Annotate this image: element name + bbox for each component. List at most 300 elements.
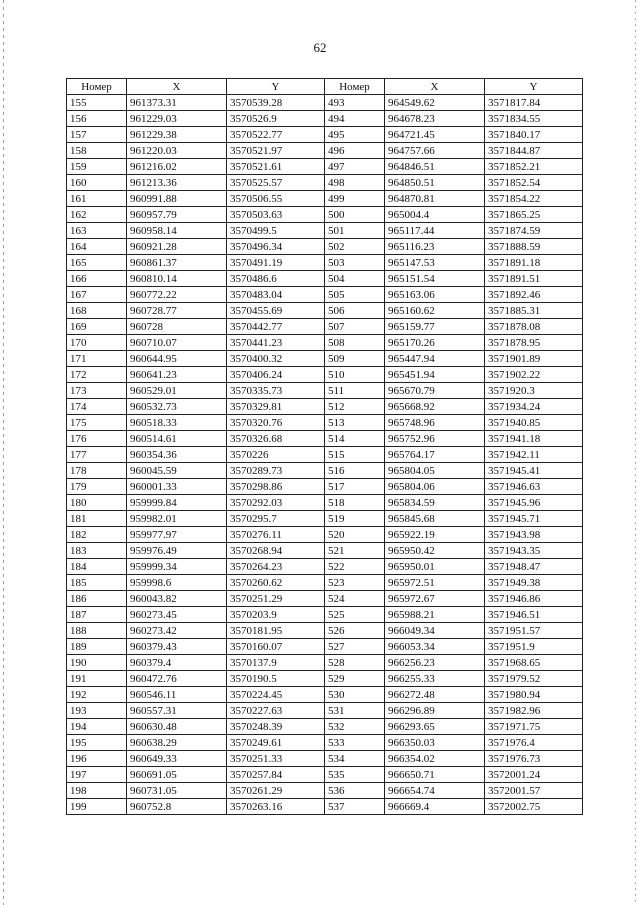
cell-y-left: 3570491.19 bbox=[227, 255, 325, 271]
cell-x-left: 960728 bbox=[127, 319, 227, 335]
cell-x-right: 965752.96 bbox=[385, 431, 485, 447]
cell-number-right: 496 bbox=[325, 143, 385, 159]
table-row bbox=[67, 431, 583, 447]
cell-y-left: 3570521.97 bbox=[227, 143, 325, 159]
cell-x-left: 960546.11 bbox=[127, 687, 227, 703]
table-row bbox=[67, 767, 583, 783]
cell-y-right: 3572002.75 bbox=[485, 799, 583, 815]
cell-y-left: 3570248.39 bbox=[227, 719, 325, 735]
cell-y-left: 3570181.95 bbox=[227, 623, 325, 639]
cell-x-right: 965804.05 bbox=[385, 463, 485, 479]
table-row bbox=[67, 463, 583, 479]
cell-y-left: 3570249.61 bbox=[227, 735, 325, 751]
cell-number-right: 514 bbox=[325, 431, 385, 447]
header-x-right: X bbox=[385, 79, 485, 95]
cell-x-left: 960518.33 bbox=[127, 415, 227, 431]
table-row bbox=[67, 239, 583, 255]
cell-number-left: 191 bbox=[67, 671, 127, 687]
cell-x-left: 960354.36 bbox=[127, 447, 227, 463]
cell-number-right: 505 bbox=[325, 287, 385, 303]
cell-y-left: 3570289.73 bbox=[227, 463, 325, 479]
cell-x-right: 965147.53 bbox=[385, 255, 485, 271]
cell-y-right: 3571892.46 bbox=[485, 287, 583, 303]
cell-number-left: 192 bbox=[67, 687, 127, 703]
cell-number-right: 523 bbox=[325, 575, 385, 591]
cell-x-right: 965834.59 bbox=[385, 495, 485, 511]
table-row bbox=[67, 575, 583, 591]
cell-y-left: 3570483.04 bbox=[227, 287, 325, 303]
cell-y-left: 3570292.03 bbox=[227, 495, 325, 511]
table-row bbox=[67, 447, 583, 463]
cell-number-right: 510 bbox=[325, 367, 385, 383]
cell-x-left: 960514.61 bbox=[127, 431, 227, 447]
cell-number-left: 178 bbox=[67, 463, 127, 479]
cell-y-left: 3570276.11 bbox=[227, 527, 325, 543]
table-row bbox=[67, 671, 583, 687]
cell-number-left: 194 bbox=[67, 719, 127, 735]
cell-x-left: 960861.37 bbox=[127, 255, 227, 271]
table-row bbox=[67, 287, 583, 303]
table-row bbox=[67, 95, 583, 111]
cell-y-left: 3570320.76 bbox=[227, 415, 325, 431]
cell-x-left: 960529.01 bbox=[127, 383, 227, 399]
cell-x-right: 965950.42 bbox=[385, 543, 485, 559]
cell-x-right: 965972.51 bbox=[385, 575, 485, 591]
cell-number-left: 185 bbox=[67, 575, 127, 591]
cell-x-right: 965159.77 bbox=[385, 319, 485, 335]
cell-y-left: 3570335.73 bbox=[227, 383, 325, 399]
cell-number-right: 511 bbox=[325, 383, 385, 399]
cell-number-left: 199 bbox=[67, 799, 127, 815]
table-row bbox=[67, 543, 583, 559]
cell-number-left: 193 bbox=[67, 703, 127, 719]
cell-x-left: 960638.29 bbox=[127, 735, 227, 751]
cell-y-left: 3570227.63 bbox=[227, 703, 325, 719]
table-row bbox=[67, 335, 583, 351]
cell-number-right: 499 bbox=[325, 191, 385, 207]
cell-y-left: 3570326.68 bbox=[227, 431, 325, 447]
cell-y-right: 3571976.73 bbox=[485, 751, 583, 767]
table-row bbox=[67, 591, 583, 607]
cell-x-right: 965151.54 bbox=[385, 271, 485, 287]
cell-x-right: 965117.44 bbox=[385, 223, 485, 239]
cell-number-right: 530 bbox=[325, 687, 385, 703]
cell-y-right: 3572001.24 bbox=[485, 767, 583, 783]
cell-y-right: 3571865.25 bbox=[485, 207, 583, 223]
table-row bbox=[67, 351, 583, 367]
cell-x-left: 960043.82 bbox=[127, 591, 227, 607]
cell-x-left: 960379.4 bbox=[127, 655, 227, 671]
header-y-left: Y bbox=[227, 79, 325, 95]
cell-number-right: 501 bbox=[325, 223, 385, 239]
cell-x-left: 960752.8 bbox=[127, 799, 227, 815]
cell-y-right: 3571934.24 bbox=[485, 399, 583, 415]
cell-x-right: 966272.48 bbox=[385, 687, 485, 703]
cell-x-right: 966256.23 bbox=[385, 655, 485, 671]
cell-number-right: 502 bbox=[325, 239, 385, 255]
table-row bbox=[67, 511, 583, 527]
cell-x-right: 965950.01 bbox=[385, 559, 485, 575]
cell-y-right: 3571949.38 bbox=[485, 575, 583, 591]
cell-number-left: 197 bbox=[67, 767, 127, 783]
table-row bbox=[67, 111, 583, 127]
cell-x-right: 966255.33 bbox=[385, 671, 485, 687]
cell-number-right: 503 bbox=[325, 255, 385, 271]
cell-number-left: 162 bbox=[67, 207, 127, 223]
cell-x-right: 964721.45 bbox=[385, 127, 485, 143]
header-x-left: X bbox=[127, 79, 227, 95]
table-row bbox=[67, 367, 583, 383]
cell-number-right: 495 bbox=[325, 127, 385, 143]
cell-number-left: 181 bbox=[67, 511, 127, 527]
cell-y-right: 3571840.17 bbox=[485, 127, 583, 143]
cell-number-left: 190 bbox=[67, 655, 127, 671]
page-number: 62 bbox=[313, 40, 327, 55]
cell-number-right: 524 bbox=[325, 591, 385, 607]
cell-x-right: 965972.67 bbox=[385, 591, 485, 607]
cell-number-left: 160 bbox=[67, 175, 127, 191]
cell-y-left: 3570506.55 bbox=[227, 191, 325, 207]
cell-y-left: 3570160.07 bbox=[227, 639, 325, 655]
cell-number-right: 513 bbox=[325, 415, 385, 431]
cell-number-left: 169 bbox=[67, 319, 127, 335]
cell-x-left: 959976.49 bbox=[127, 543, 227, 559]
cell-x-left: 960557.31 bbox=[127, 703, 227, 719]
cell-number-left: 180 bbox=[67, 495, 127, 511]
cell-y-left: 3570499.5 bbox=[227, 223, 325, 239]
cell-x-right: 966650.71 bbox=[385, 767, 485, 783]
cell-y-left: 3570329.81 bbox=[227, 399, 325, 415]
cell-x-right: 965668.92 bbox=[385, 399, 485, 415]
coordinates-table bbox=[66, 78, 583, 815]
cell-number-left: 173 bbox=[67, 383, 127, 399]
cell-number-right: 531 bbox=[325, 703, 385, 719]
table-row bbox=[67, 559, 583, 575]
cell-x-right: 965748.96 bbox=[385, 415, 485, 431]
cell-number-right: 520 bbox=[325, 527, 385, 543]
table-row bbox=[67, 191, 583, 207]
cell-x-right: 965804.06 bbox=[385, 479, 485, 495]
cell-x-left: 960958.14 bbox=[127, 223, 227, 239]
cell-y-left: 3570441.23 bbox=[227, 335, 325, 351]
cell-number-left: 161 bbox=[67, 191, 127, 207]
cell-y-right: 3571920.3 bbox=[485, 383, 583, 399]
cell-number-left: 163 bbox=[67, 223, 127, 239]
cell-y-left: 3570260.62 bbox=[227, 575, 325, 591]
cell-y-right: 3571888.59 bbox=[485, 239, 583, 255]
table-row bbox=[67, 415, 583, 431]
table-row bbox=[67, 271, 583, 287]
cell-x-left: 960532.73 bbox=[127, 399, 227, 415]
cell-number-right: 525 bbox=[325, 607, 385, 623]
cell-number-left: 175 bbox=[67, 415, 127, 431]
table-row bbox=[67, 719, 583, 735]
cell-number-right: 536 bbox=[325, 783, 385, 799]
table-row bbox=[67, 703, 583, 719]
cell-number-right: 494 bbox=[325, 111, 385, 127]
cell-x-right: 965170.26 bbox=[385, 335, 485, 351]
cell-y-right: 3571844.87 bbox=[485, 143, 583, 159]
header-number-left: Номер bbox=[67, 79, 127, 95]
cell-y-right: 3571976.4 bbox=[485, 735, 583, 751]
cell-number-right: 534 bbox=[325, 751, 385, 767]
header-y-right: Y bbox=[485, 79, 583, 95]
cell-number-right: 537 bbox=[325, 799, 385, 815]
cell-y-right: 3571941.18 bbox=[485, 431, 583, 447]
cell-number-right: 504 bbox=[325, 271, 385, 287]
cell-number-left: 167 bbox=[67, 287, 127, 303]
cell-number-right: 506 bbox=[325, 303, 385, 319]
cell-number-left: 165 bbox=[67, 255, 127, 271]
cell-y-left: 3570226 bbox=[227, 447, 325, 463]
cell-x-left: 959977.97 bbox=[127, 527, 227, 543]
cell-number-right: 527 bbox=[325, 639, 385, 655]
cell-y-right: 3571951.9 bbox=[485, 639, 583, 655]
table-header-row bbox=[67, 79, 583, 95]
cell-x-right: 966350.03 bbox=[385, 735, 485, 751]
cell-y-left: 3570298.86 bbox=[227, 479, 325, 495]
cell-x-right: 966669.4 bbox=[385, 799, 485, 815]
cell-y-right: 3571942.11 bbox=[485, 447, 583, 463]
cell-y-right: 3571902.22 bbox=[485, 367, 583, 383]
cell-number-right: 518 bbox=[325, 495, 385, 511]
cell-y-left: 3570203.9 bbox=[227, 607, 325, 623]
cell-y-right: 3571979.52 bbox=[485, 671, 583, 687]
cell-y-right: 3571946.86 bbox=[485, 591, 583, 607]
cell-y-left: 3570264.23 bbox=[227, 559, 325, 575]
table-row bbox=[67, 143, 583, 159]
cell-y-right: 3571854.22 bbox=[485, 191, 583, 207]
cell-x-left: 960810.14 bbox=[127, 271, 227, 287]
cell-y-left: 3570525.57 bbox=[227, 175, 325, 191]
table-row bbox=[67, 639, 583, 655]
cell-x-left: 960644.95 bbox=[127, 351, 227, 367]
cell-number-right: 532 bbox=[325, 719, 385, 735]
cell-y-right: 3571945.96 bbox=[485, 495, 583, 511]
cell-y-right: 3571901.89 bbox=[485, 351, 583, 367]
cell-x-left: 961229.38 bbox=[127, 127, 227, 143]
cell-x-left: 960991.88 bbox=[127, 191, 227, 207]
cell-y-right: 3571948.47 bbox=[485, 559, 583, 575]
header-number-right: Номер bbox=[325, 79, 385, 95]
cell-y-right: 3571817.84 bbox=[485, 95, 583, 111]
cell-y-left: 3570261.29 bbox=[227, 783, 325, 799]
table-row bbox=[67, 479, 583, 495]
cell-y-right: 3571971.75 bbox=[485, 719, 583, 735]
cell-number-left: 157 bbox=[67, 127, 127, 143]
cell-number-right: 493 bbox=[325, 95, 385, 111]
cell-x-left: 960728.77 bbox=[127, 303, 227, 319]
cell-x-left: 960630.48 bbox=[127, 719, 227, 735]
cell-number-left: 179 bbox=[67, 479, 127, 495]
cell-number-left: 156 bbox=[67, 111, 127, 127]
scan-edge-right bbox=[635, 0, 636, 905]
cell-number-left: 172 bbox=[67, 367, 127, 383]
cell-y-left: 3570486.6 bbox=[227, 271, 325, 287]
cell-number-left: 174 bbox=[67, 399, 127, 415]
table-row bbox=[67, 175, 583, 191]
cell-x-left: 960691.05 bbox=[127, 767, 227, 783]
cell-x-left: 961220.03 bbox=[127, 143, 227, 159]
cell-number-left: 198 bbox=[67, 783, 127, 799]
cell-x-left: 961216.02 bbox=[127, 159, 227, 175]
cell-number-left: 158 bbox=[67, 143, 127, 159]
table-row bbox=[67, 319, 583, 335]
cell-y-right: 3571946.51 bbox=[485, 607, 583, 623]
cell-number-right: 509 bbox=[325, 351, 385, 367]
cell-y-left: 3570522.77 bbox=[227, 127, 325, 143]
cell-y-left: 3570539.28 bbox=[227, 95, 325, 111]
cell-x-right: 965764.17 bbox=[385, 447, 485, 463]
cell-y-left: 3570526.9 bbox=[227, 111, 325, 127]
cell-number-left: 171 bbox=[67, 351, 127, 367]
cell-x-left: 959999.84 bbox=[127, 495, 227, 511]
cell-x-left: 959982.01 bbox=[127, 511, 227, 527]
cell-number-right: 512 bbox=[325, 399, 385, 415]
cell-y-left: 3570263.16 bbox=[227, 799, 325, 815]
cell-y-left: 3570224.45 bbox=[227, 687, 325, 703]
cell-number-left: 164 bbox=[67, 239, 127, 255]
table-row bbox=[67, 527, 583, 543]
cell-y-left: 3570521.61 bbox=[227, 159, 325, 175]
cell-x-left: 960957.79 bbox=[127, 207, 227, 223]
cell-number-left: 187 bbox=[67, 607, 127, 623]
cell-x-right: 966049.34 bbox=[385, 623, 485, 639]
table-row bbox=[67, 383, 583, 399]
cell-x-left: 960649.33 bbox=[127, 751, 227, 767]
cell-x-right: 966293.65 bbox=[385, 719, 485, 735]
cell-number-left: 196 bbox=[67, 751, 127, 767]
cell-x-right: 964757.66 bbox=[385, 143, 485, 159]
cell-number-left: 186 bbox=[67, 591, 127, 607]
cell-number-left: 182 bbox=[67, 527, 127, 543]
cell-number-right: 526 bbox=[325, 623, 385, 639]
table-row bbox=[67, 655, 583, 671]
table-row bbox=[67, 623, 583, 639]
cell-number-right: 519 bbox=[325, 511, 385, 527]
cell-x-left: 960045.59 bbox=[127, 463, 227, 479]
table-row bbox=[67, 783, 583, 799]
table-row bbox=[67, 687, 583, 703]
cell-x-left: 961373.31 bbox=[127, 95, 227, 111]
cell-x-left: 960472.76 bbox=[127, 671, 227, 687]
cell-x-right: 964846.51 bbox=[385, 159, 485, 175]
cell-y-right: 3571891.51 bbox=[485, 271, 583, 287]
cell-y-right: 3571834.55 bbox=[485, 111, 583, 127]
cell-y-left: 3570503.63 bbox=[227, 207, 325, 223]
cell-number-right: 515 bbox=[325, 447, 385, 463]
cell-y-right: 3571946.63 bbox=[485, 479, 583, 495]
cell-number-left: 170 bbox=[67, 335, 127, 351]
table-body bbox=[67, 95, 583, 815]
cell-y-left: 3570455.69 bbox=[227, 303, 325, 319]
cell-y-right: 3572001.57 bbox=[485, 783, 583, 799]
cell-y-right: 3571852.21 bbox=[485, 159, 583, 175]
cell-x-right: 965845.68 bbox=[385, 511, 485, 527]
cell-y-left: 3570406.24 bbox=[227, 367, 325, 383]
cell-y-right: 3571943.98 bbox=[485, 527, 583, 543]
table-row bbox=[67, 159, 583, 175]
cell-x-right: 964870.81 bbox=[385, 191, 485, 207]
cell-number-left: 166 bbox=[67, 271, 127, 287]
cell-x-right: 964678.23 bbox=[385, 111, 485, 127]
table-row bbox=[67, 399, 583, 415]
cell-number-right: 497 bbox=[325, 159, 385, 175]
cell-y-left: 3570190.5 bbox=[227, 671, 325, 687]
cell-x-left: 959998.6 bbox=[127, 575, 227, 591]
cell-number-left: 177 bbox=[67, 447, 127, 463]
cell-number-left: 155 bbox=[67, 95, 127, 111]
cell-number-right: 508 bbox=[325, 335, 385, 351]
table-row bbox=[67, 127, 583, 143]
table-row bbox=[67, 303, 583, 319]
cell-x-left: 960772.22 bbox=[127, 287, 227, 303]
cell-y-right: 3571891.18 bbox=[485, 255, 583, 271]
cell-number-left: 195 bbox=[67, 735, 127, 751]
cell-y-left: 3570442.77 bbox=[227, 319, 325, 335]
cell-number-right: 528 bbox=[325, 655, 385, 671]
cell-y-right: 3571878.95 bbox=[485, 335, 583, 351]
cell-x-left: 959999.34 bbox=[127, 559, 227, 575]
table-row bbox=[67, 207, 583, 223]
cell-number-left: 188 bbox=[67, 623, 127, 639]
cell-x-left: 960921.28 bbox=[127, 239, 227, 255]
cell-y-left: 3570257.84 bbox=[227, 767, 325, 783]
cell-number-left: 184 bbox=[67, 559, 127, 575]
cell-y-right: 3571874.59 bbox=[485, 223, 583, 239]
cell-x-left: 960710.07 bbox=[127, 335, 227, 351]
cell-x-right: 965160.62 bbox=[385, 303, 485, 319]
cell-x-right: 966053.34 bbox=[385, 639, 485, 655]
cell-y-left: 3570400.32 bbox=[227, 351, 325, 367]
cell-y-right: 3571945.71 bbox=[485, 511, 583, 527]
cell-y-right: 3571885.31 bbox=[485, 303, 583, 319]
cell-y-left: 3570137.9 bbox=[227, 655, 325, 671]
cell-x-right: 965670.79 bbox=[385, 383, 485, 399]
cell-number-right: 516 bbox=[325, 463, 385, 479]
cell-x-left: 960273.45 bbox=[127, 607, 227, 623]
cell-x-right: 965988.21 bbox=[385, 607, 485, 623]
cell-x-right: 966654.74 bbox=[385, 783, 485, 799]
table-row bbox=[67, 495, 583, 511]
cell-x-right: 965447.94 bbox=[385, 351, 485, 367]
cell-y-right: 3571852.54 bbox=[485, 175, 583, 191]
table-row bbox=[67, 223, 583, 239]
cell-x-left: 960001.33 bbox=[127, 479, 227, 495]
cell-y-left: 3570251.33 bbox=[227, 751, 325, 767]
cell-y-right: 3571940.85 bbox=[485, 415, 583, 431]
cell-number-right: 517 bbox=[325, 479, 385, 495]
cell-y-right: 3571982.96 bbox=[485, 703, 583, 719]
cell-y-right: 3571968.65 bbox=[485, 655, 583, 671]
cell-x-left: 960731.05 bbox=[127, 783, 227, 799]
table-row bbox=[67, 799, 583, 815]
cell-y-right: 3571951.57 bbox=[485, 623, 583, 639]
cell-number-right: 522 bbox=[325, 559, 385, 575]
cell-x-left: 961213.36 bbox=[127, 175, 227, 191]
cell-y-right: 3571943.35 bbox=[485, 543, 583, 559]
cell-x-right: 964549.62 bbox=[385, 95, 485, 111]
cell-x-left: 960641.23 bbox=[127, 367, 227, 383]
cell-x-left: 961229.03 bbox=[127, 111, 227, 127]
table-row bbox=[67, 255, 583, 271]
cell-x-right: 964850.51 bbox=[385, 175, 485, 191]
table-row bbox=[67, 751, 583, 767]
cell-y-left: 3570268.94 bbox=[227, 543, 325, 559]
cell-y-right: 3571878.08 bbox=[485, 319, 583, 335]
cell-number-left: 168 bbox=[67, 303, 127, 319]
cell-number-left: 176 bbox=[67, 431, 127, 447]
